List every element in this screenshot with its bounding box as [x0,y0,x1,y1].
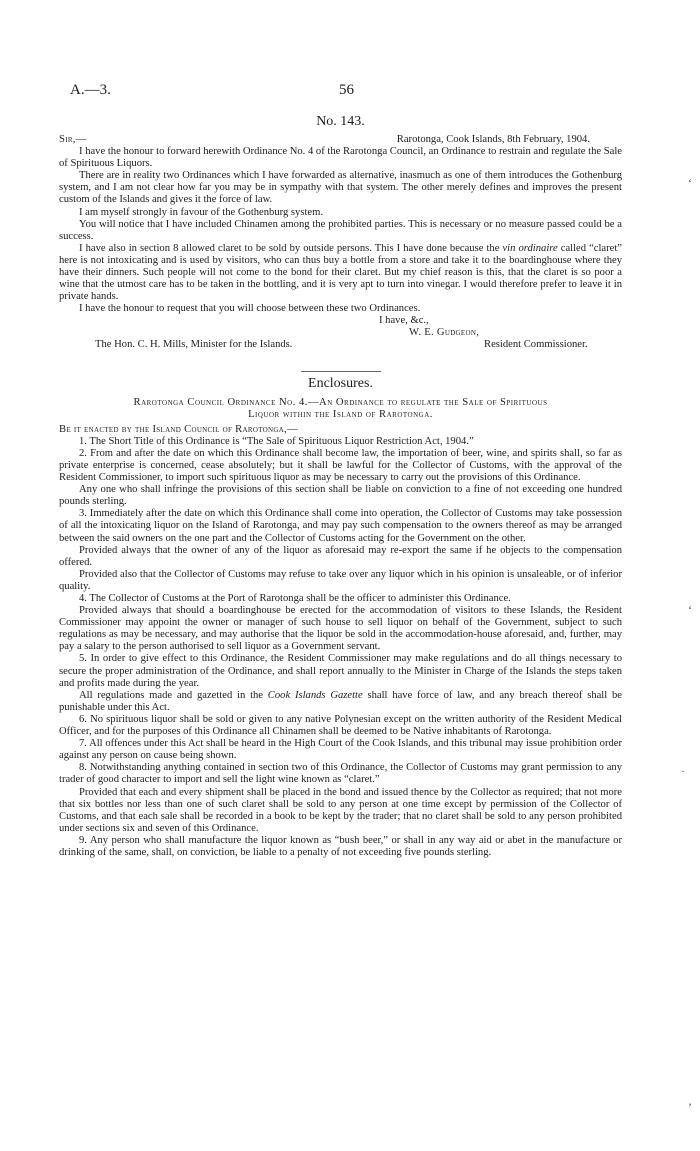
ordinance-section: 2. From and after the date on which this Ordinance shall become law, the importation of beer, wine, and spirits shall, so far as private enterprise is concerned, cease absolutely; but it shall be lawful for the Collector of Customs, with the approval of the Resident Commissioner, to import such spirituous liquor as may be necessary to carry out the provisions of this Ordinance. [59,447,622,484]
signatory-row [59,327,622,339]
ordinance-section: 7. All offences under this Act shall be heard in the High Court of the Cook Islands, and this tribunal may issue prohibition order against any person on cause being shown. [59,738,622,762]
ordinance-section: 5. In order to give effect to this Ordinance, the Resident Commissioner may make regulations and do all things necessary to secure the proper administration of the Ordinance, and shall report annually to the Minister in Charge of the Islands the steps taken and profits made during the year. [59,653,622,689]
letter-paragraph-claret [59,243,622,303]
place-date: Rarotonga, Cook Islands, 8th February, 1904. [396,134,590,146]
ordinance-heading-line: Liquor within the Island of Rarotonga. [248,408,433,420]
letter-number: No. 143. [316,114,365,129]
salutation: Sir,— [59,134,87,146]
text-run: called “claret” here is not intoxicating and is used by visitors, who can thus buy a bottle from a store and take it to the boardinghouse where they have their dinners. Such people will not come to the bond for their claret. But my chief reason is this, that the claret is so poor a wine that the utmost care has to be taken in the bottling, and it is very apt to turn into vinegar. I would therefore prefer to leave it in private hands. [59,242,623,303]
margin-tick-mark: ’ [688,1100,692,1114]
letter-paragraph: You will notice that I have included Chinamen among the prohibited parties. This is necessary or no measure passed could be a success. [59,218,622,242]
signatory: W. E. Gudgeon, [409,327,480,339]
ordinance-section: Provided also that the Collector of Customs may refuse to take over any liquor which in his opinion is unsaleable, or of inferior quality. [59,568,622,592]
italic-text: vin ordinaire [502,242,558,254]
ordinance-heading [59,397,622,421]
ordinance-section: Provided always that the owner of any of the liquor as aforesaid may re-export the same if he objects to the compensation offered. [59,544,622,568]
letter-salutation-row [59,134,622,146]
ordinance-section: 1. The Short Title of this Ordinance is “The Sale of Spirituous Liquor Restriction Act, 1904.” [79,435,474,447]
addressee-row [59,339,622,352]
margin-tick-mark: ‘ [688,603,692,617]
document-body [59,116,622,859]
ordinance-section: Any one who shall infringe the provisions of this section shall be liable on conviction to a fine of not exceeding one hundred pounds sterling. [59,484,622,508]
enclosures-title: Enclosures. [308,376,373,392]
margin-dot-mark: · [681,764,685,778]
letter-paragraph: There are in reality two Ordinances which I have forwarded as alternative, inasmuch as one of them introduces the Gothenburg system, and I am not clear how far you may be in sympathy with that system. The other merely defines and improves the present custom of the Islands and gives it the force of law. [59,170,622,206]
letter-paragraph: I have the honour to request that you will choose between these two Ordinances. [79,303,421,315]
ordinance-section: Provided always that should a boardinghouse be erected for the accommodation of visitors to these Islands, the Resident Commissioner may appoint the owner or manager of such house to sell liquor on behalf of the Government, subject to such regulations as may be necessary, and may authorise that the liquor be sold in the accommodation-house aforesaid, and, further, may pay a salary to the person authorised to sell liquor as a Government servant. [59,605,622,653]
text-run: I have also in section 8 allowed claret to be sold by outside persons. This I have done because the [79,242,503,254]
ordinance-heading-line: Rarotonga Council Ordinance No. 4.—An Ordinance to regulate the Sale of Spirituous [133,396,548,408]
margin-tick-mark: ‘ [688,176,692,190]
ordinance-section: 4. The Collector of Customs at the Port of Rarotonga shall be the officer to administer this Ordinance. [79,593,511,604]
sign-off-row [59,315,622,327]
ordinance-section: 9. Any person who shall manufacture the liquor known as “bush beer,” or shall in any way aid or abet in the manufacture or drinking of the same, shall, on conviction, be liable to a penalty of not exceeding five pounds sterling. [59,834,622,858]
sign-off: I have, &c., [379,315,429,327]
ordinance-section: 8. Notwithstanding anything contained in section two of this Ordinance, the Collector of Customs may grant permission to any trader of good character to import and sell the light wine known as “claret.” [59,762,622,786]
ordinance-section-regulations [59,690,622,714]
letter-paragraph: I have the honour to forward herewith Ordinance No. 4 of the Rarotonga Council, an Ordinance to restrain and regulate the Sale of Spirituous Liquors. [59,146,622,170]
text-run: All regulations made and gazetted in the [79,689,268,701]
addressee: The Hon. C. H. Mills, Minister for the Islands. [95,339,293,351]
letter-paragraph: I am myself strongly in favour of the Gothenburg system. [79,206,324,218]
italic-text: Cook Islands Gazette [267,689,363,701]
separator-rule [301,371,381,372]
ordinance-section: Provided that each and every shipment shall be placed in the bond and issued thence by the Collector as required; that not more that six bottles nor less than one of such claret shall be sold to any person at one time except by permission of the Collector of Customs, and that each sale shall be recorded in a book to be kept by the trader; that no claret shall be sold to any person prohibited under sections six and seven of this Ordinance. [59,786,622,834]
ordinance-section: 6. No spirituous liquor shall be sold or given to any native Polynesian except on the written authority of the Resident Medical Officer, and for the purposes of this Ordinance all Chinamen shall be deemed to be Native inhabitants of Rarotonga. [59,713,622,738]
ordinance-section: 3. Immediately after the date on which this Ordinance shall come into operation, the Collector of Customs may take possession of all the intoxicating liquor on the Island of Rarotonga, and may pay such compensation to the owners thereof as may be arranged between the said owners on the one part and the Collector of Customs acting for the Government on the other. [59,508,622,544]
enacting-formula: Be it enacted by the Island Council of Rarotonga,— [59,423,298,435]
signatory-title: Resident Commissioner. [484,339,588,351]
page-reference: A.—3. [70,82,111,98]
text-run: shall have force of law, and any breach thereof shall be punishable under this Act. [59,689,622,713]
page-number: 56 [339,82,354,98]
